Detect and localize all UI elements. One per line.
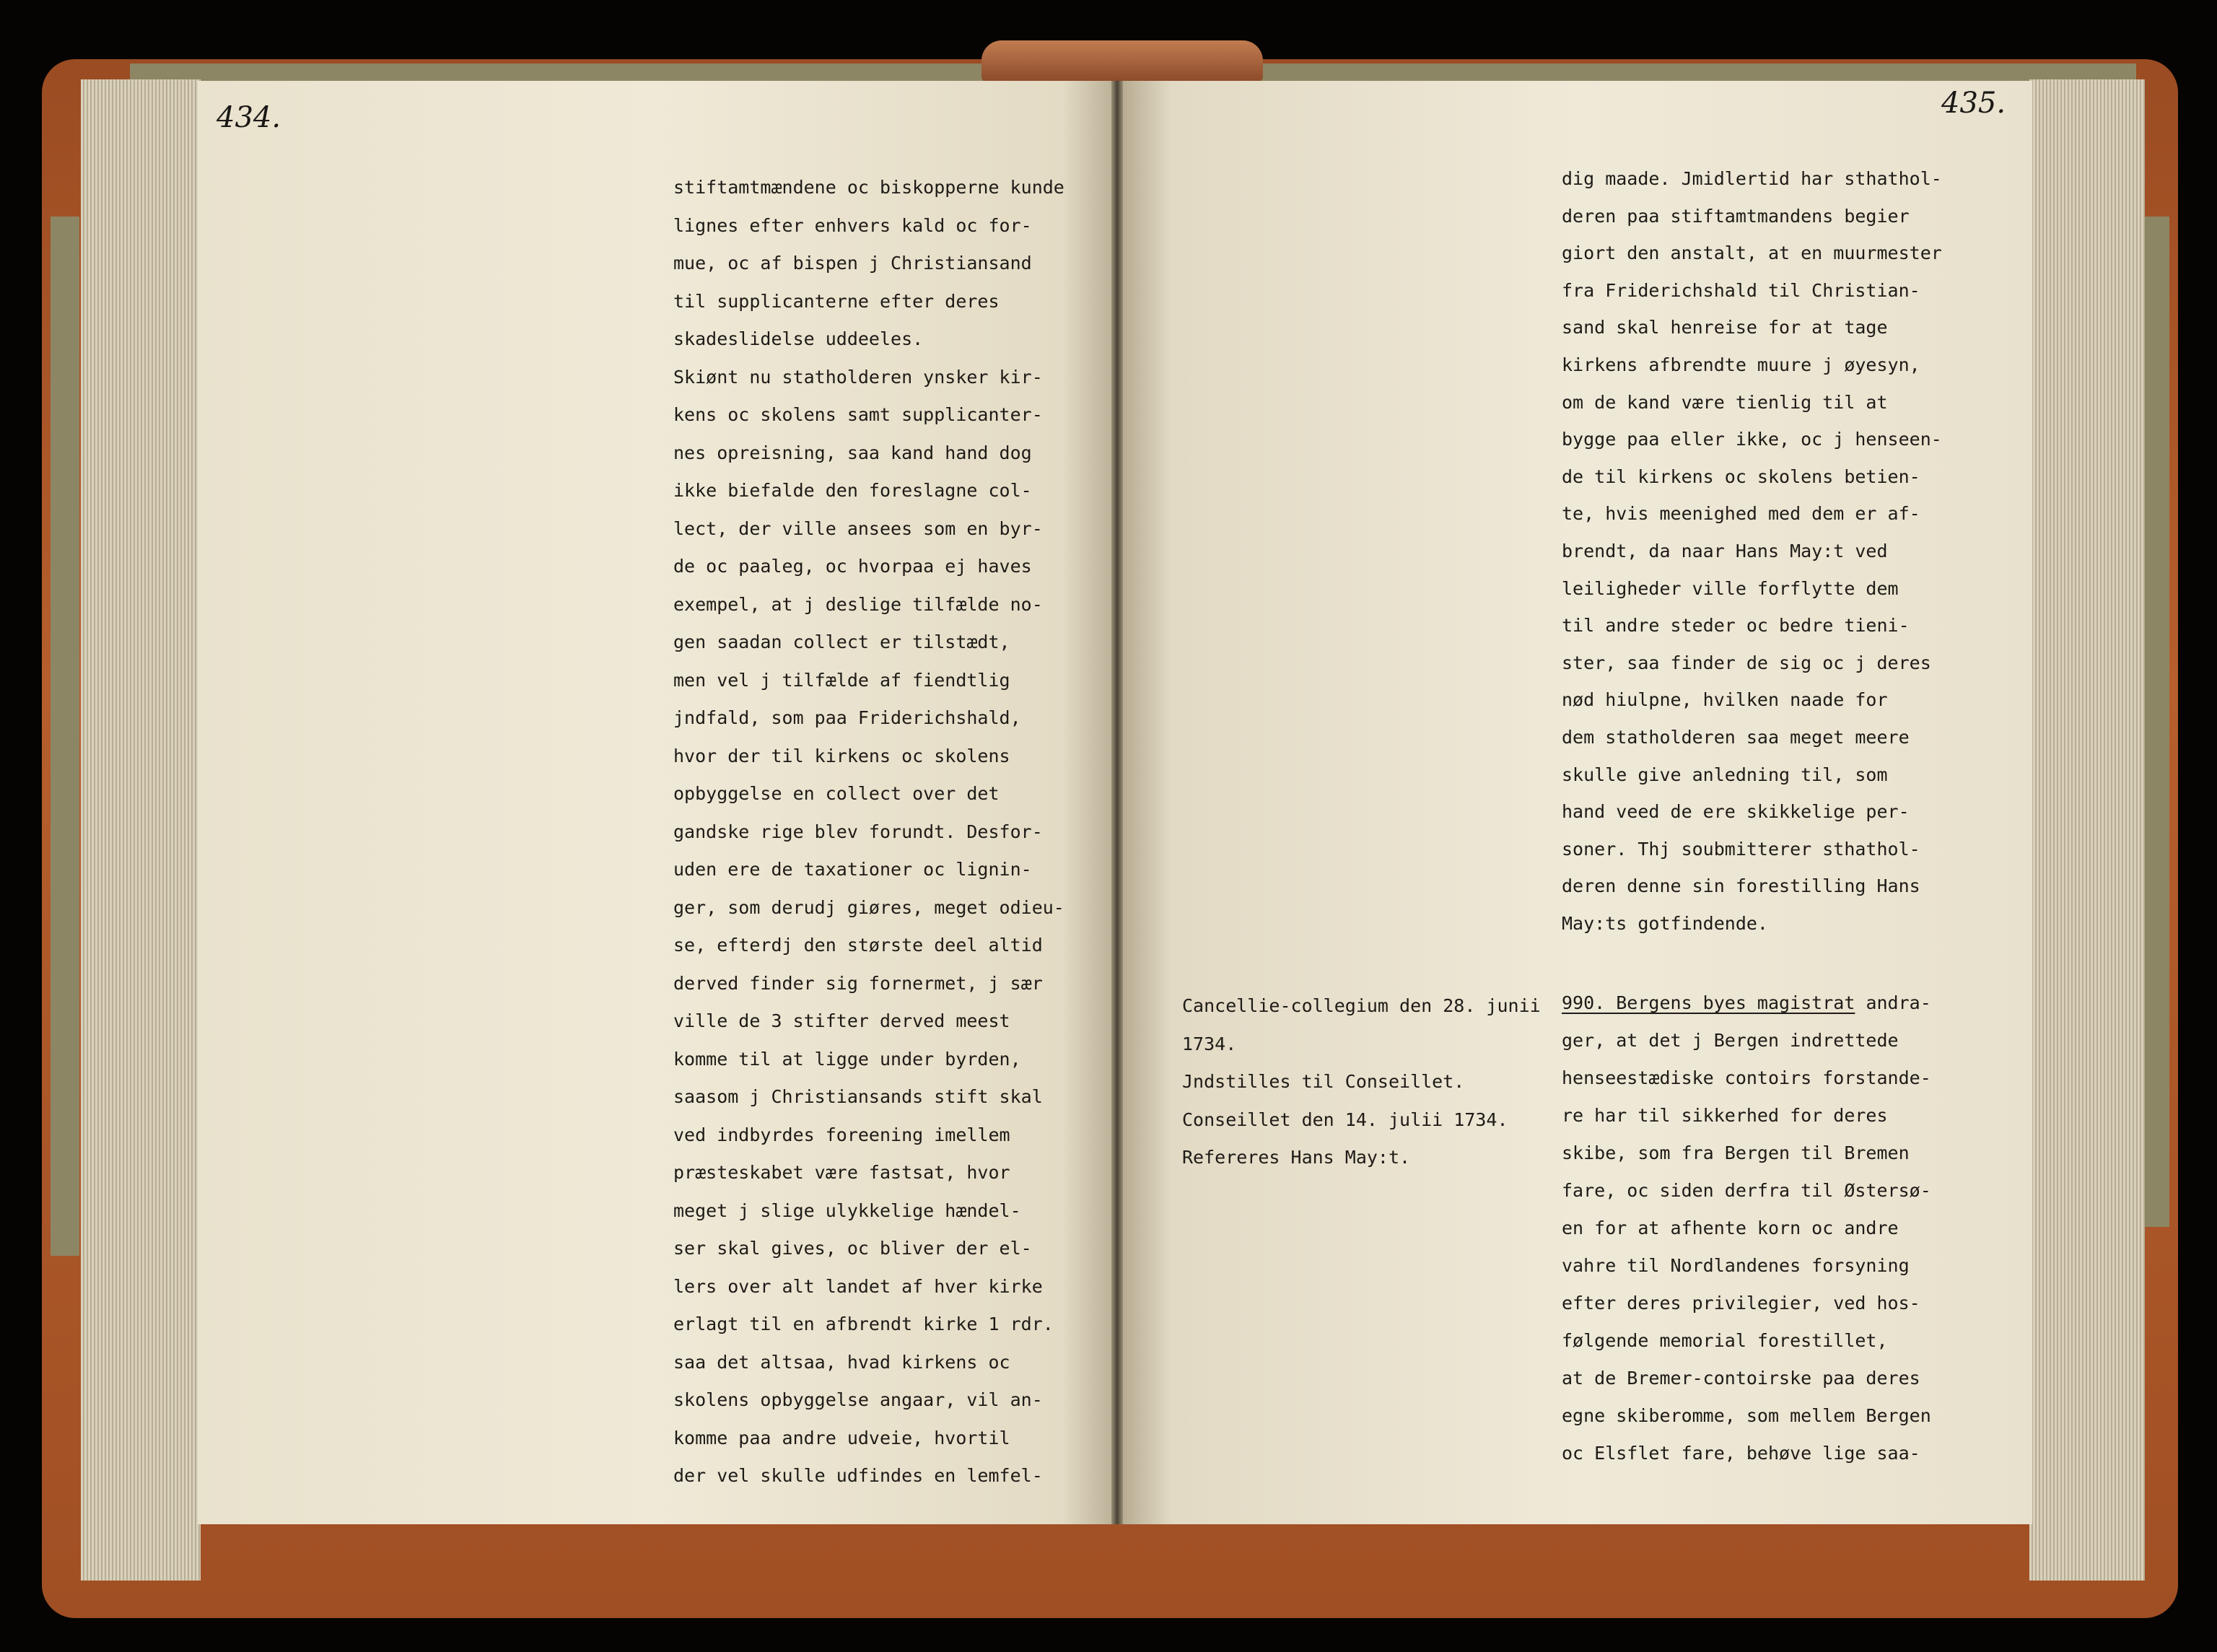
entry-line: egne skiberomme, som mellem Bergen [1562,1405,1931,1426]
text-line: derved finder sig fornermet, j sær [673,972,1043,994]
spine-cloth-right [2143,217,2169,1227]
right-fore-edge [2029,79,2145,1581]
text-line: ikke biefalde den foreslagne col- [673,480,1032,501]
text-line: præsteskabet være fastsat, hvor [673,1162,1010,1183]
closing-line: Refereres Hans May:t. [1182,1147,1411,1168]
text-line: jndfald, som paa Friderichshald, [673,707,1021,728]
left-fore-edge [81,79,201,1581]
text-line: saa det altsaa, hvad kirkens oc [673,1351,1010,1373]
text-line: hand veed de ere skikkelige per- [1562,801,1910,823]
text-line: ger, som derudj giøres, meget odieu- [673,896,1064,918]
text-line: bygge paa eller ikke, oc j henseen- [1562,429,1942,450]
closing-line: 1734. [1182,1033,1237,1054]
closing-line: Jndstilles til Conseillet. [1182,1071,1465,1092]
text-line: til andre steder oc bedre tieni- [1562,615,1910,637]
entry-line: oc Elsflet fare, behøve lige saa- [1562,1443,1920,1464]
text-line: ster, saa finder de sig oc j deres [1562,652,1931,673]
entry-heading-rest: andra- [1855,992,1931,1013]
text-line: kens oc skolens samt supplicanter- [673,404,1043,425]
text-line: komme paa andre udveie, hvortil [673,1427,1010,1448]
text-line: deren paa stiftamtmandens begier [1562,205,1910,227]
right-page-closing-block [1182,987,1541,1177]
text-line: exempel, at j deslige tilfælde no- [673,593,1043,615]
text-line: dig maade. Jmidlertid har sthathol- [1562,168,1942,189]
text-line: brendt, da naar Hans May:t ved [1562,540,1888,561]
text-line: soner. Thj soubmitterer sthathol- [1562,838,1920,860]
entry-line: følgende memorial forestillet, [1562,1330,1888,1351]
text-line: om de kand være tienlig til at [1562,391,1888,413]
text-line: de oc paaleg, oc hvorpaa ej haves [673,556,1032,577]
text-line: ved indbyrdes foreening imellem [673,1124,1010,1145]
left-page-number: 434. [217,101,281,134]
text-line: lignes efter enhvers kald oc for- [673,214,1032,236]
text-line: hvor der til kirkens oc skolens [673,745,1010,766]
text-line: mue, oc af bispen j Christiansand [673,253,1032,274]
text-line: nød hiulpne, hvilken naade for [1562,689,1888,711]
entry-line: at de Bremer-contoirske paa deres [1562,1368,1920,1389]
entry-heading-line [1562,984,1931,1022]
text-line: sand skal henreise for at tage [1562,317,1888,338]
text-line: nes opreisning, saa kand hand dog [673,442,1032,463]
text-line: de til kirkens oc skolens betien- [1562,466,1920,487]
left-page-text [673,169,1064,1495]
text-line: lers over alt landet af hver kirke [673,1275,1043,1297]
entry-line: ger, at det j Bergen indrettede [1562,1030,1899,1051]
text-line: der vel skulle udfindes en lemfel- [673,1465,1043,1486]
text-line: leiligheder ville forflytte dem [1562,577,1899,599]
text-line: til supplicanterne efter deres [673,290,1000,312]
text-line: erlagt til en afbrendt kirke 1 rdr. [673,1314,1054,1334]
right-page-number: 435. [1941,87,2006,120]
text-line: stiftamtmændene oc biskopperne kunde [673,177,1064,198]
text-line: gen saadan collect er tilstædt, [673,631,1010,652]
text-line: skulle give anledning til, som [1562,764,1888,785]
text-line: giort den anstalt, at en muurmester [1562,242,1942,264]
text-line: ser skal gives, oc bliver der el- [673,1238,1032,1259]
entry-line: henseestædiske contoirs forstande- [1562,1067,1931,1088]
text-line: dem statholderen saa meget meere [1562,726,1910,748]
entry-line: fare, oc siden derfra til Østersø- [1562,1180,1931,1201]
text-line: meget j slige ulykkelige hændel- [673,1199,1021,1221]
text-line: se, efterdj den største deel altid [673,935,1043,956]
entry-line: skibe, som fra Bergen til Bremen [1562,1142,1910,1163]
entry-990 [1562,984,1931,1472]
entry-heading: 990. Bergens byes magistrat [1562,992,1855,1013]
text-line: skolens opbyggelse angaar, vil an- [673,1389,1043,1410]
entry-line: vahre til Nordlandenes forsyning [1562,1255,1910,1276]
text-line: saasom j Christiansands stift skal [673,1086,1043,1107]
entry-body [1562,1022,1931,1472]
text-line: fra Friderichshald til Christian- [1562,279,1920,301]
text-line: Skiønt nu statholderen ynsker kir- [673,366,1043,388]
book-gutter [1111,81,1123,1524]
text-line: skadeslidelse uddeeles. [673,328,924,349]
closing-line: Conseillet den 14. julii 1734. [1182,1109,1508,1130]
closing-line: Cancellie-collegium den 28. junii [1182,995,1541,1016]
right-page-column-text [1562,160,1942,942]
text-line: lect, der ville ansees som en byr- [673,517,1043,539]
text-line: gandske rige blev forundt. Desfor- [673,821,1043,842]
spine-cloth-left [51,217,79,1256]
text-line: ville de 3 stifter derved meest [673,1010,1010,1031]
text-line: uden ere de taxationer oc lignin- [673,859,1032,880]
entry-line: en for at afhente korn oc andre [1562,1218,1899,1238]
text-line: te, hvis meenighed med dem er af- [1562,503,1920,525]
entry-line: efter deres privilegier, ved hos- [1562,1293,1920,1314]
text-line: kirkens afbrendte muure j øyesyn, [1562,354,1920,375]
entry-line: re har til sikkerhed for deres [1562,1105,1888,1126]
text-line: komme til at ligge under byrden, [673,1048,1021,1070]
text-line: opbyggelse en collect over det [673,783,1000,804]
text-line: May:ts gotfindende. [1562,912,1768,934]
text-line: men vel j tilfælde af fiendtlig [673,669,1010,691]
text-line: deren denne sin forestilling Hans [1562,875,1920,897]
spine-headband [981,40,1263,82]
